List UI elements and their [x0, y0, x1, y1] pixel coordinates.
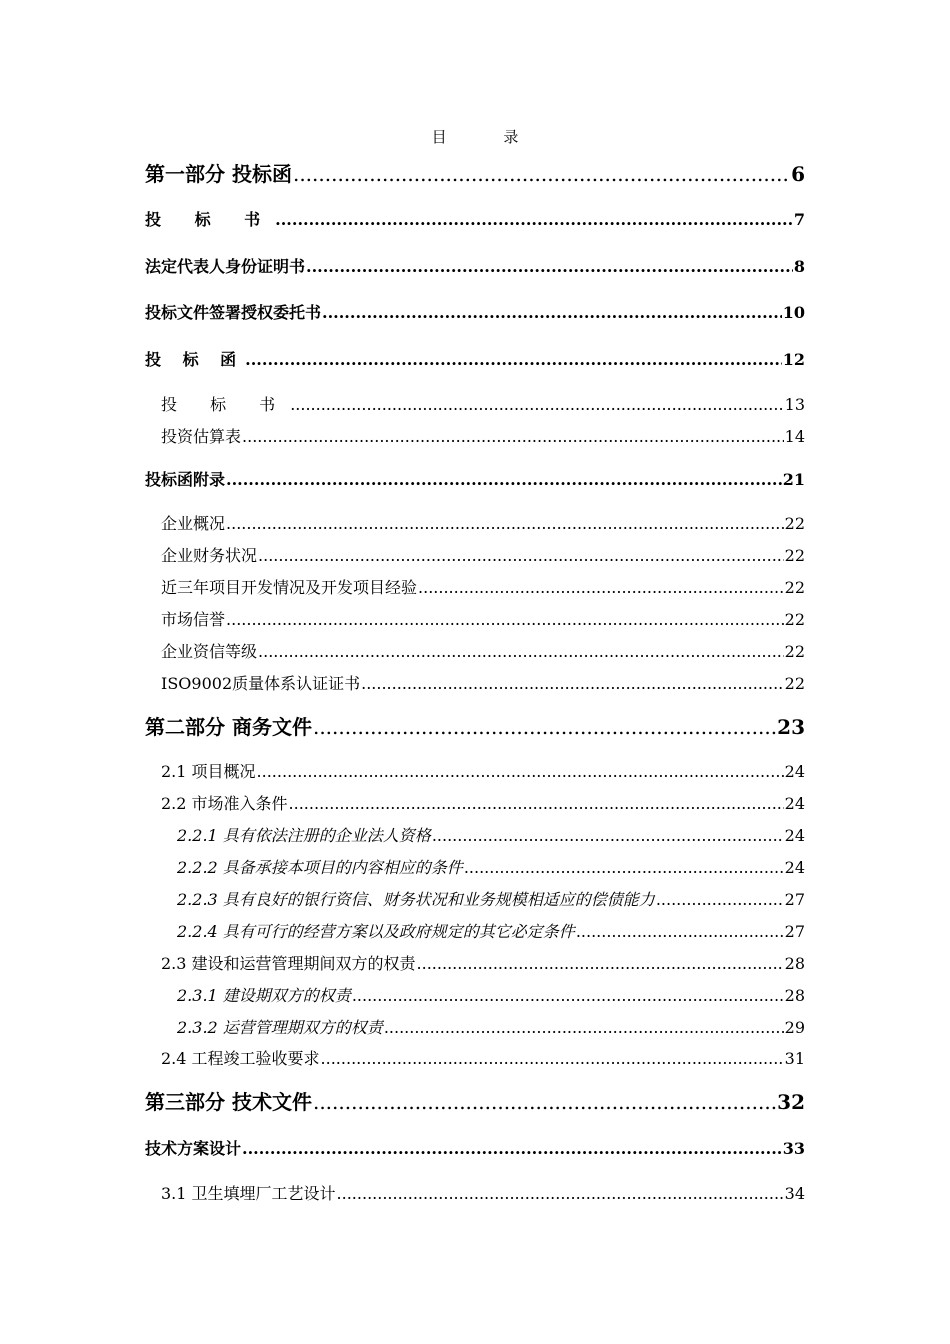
dot-leader: [290, 395, 783, 414]
toc-entry-page: 22: [784, 578, 805, 597]
dot-leader: [576, 922, 784, 941]
toc-entry-page: 24: [784, 794, 805, 813]
dot-leader: [464, 858, 784, 877]
dot-leader: [321, 1049, 784, 1068]
dot-leader: [313, 715, 776, 739]
toc-entry-label: 2.2.2 具备承接本项目的内容相应的条件: [177, 858, 463, 877]
toc-entry-page: 24: [784, 826, 805, 845]
toc-entry-page: 22: [784, 674, 805, 693]
toc-entry-page: 28: [784, 954, 805, 973]
toc-entry[interactable]: [161, 392, 805, 415]
toc-entry-page: 22: [784, 546, 805, 565]
dot-leader: [418, 578, 784, 597]
toc-entry-page: 7: [793, 210, 805, 229]
dot-leader: [361, 674, 784, 693]
toc-entry-label: 投 标 函: [145, 350, 245, 369]
dot-leader: [432, 826, 784, 845]
toc-entry[interactable]: [161, 543, 805, 566]
dot-leader: [242, 1139, 782, 1158]
toc-entry-label: 投 标 书: [161, 395, 290, 414]
toc-entry-label: 3.1 卫生填埋厂工艺设计: [161, 1184, 336, 1203]
toc-entry-page: 12: [782, 350, 805, 369]
toc-entry[interactable]: [161, 639, 805, 662]
toc-entry-page: 34: [784, 1184, 805, 1203]
toc-entry-label: 企业财务状况: [161, 546, 258, 565]
toc-entry-label: 2.2.4 具有可行的经营方案以及政府规定的其它必定条件: [177, 922, 575, 941]
toc-entry-page: 31: [784, 1049, 805, 1068]
toc-entry[interactable]: [161, 1181, 805, 1204]
toc-entry-page: 6: [791, 162, 805, 186]
dot-leader: [275, 210, 793, 229]
toc-entry-page: 8: [793, 257, 805, 276]
toc-entry[interactable]: [177, 919, 805, 942]
toc-entry[interactable]: [145, 254, 805, 277]
dot-leader: [257, 762, 784, 781]
toc-entry[interactable]: [161, 1046, 805, 1069]
toc-entry-label: 2.3 建设和运营管理期间双方的权责: [161, 954, 416, 973]
toc-entry-label: 近三年项目开发情况及开发项目经验: [161, 578, 418, 597]
dot-leader: [337, 1184, 784, 1203]
dot-leader: [417, 954, 784, 973]
toc-entry-page: 24: [784, 858, 805, 877]
toc-entry-label: 企业资信等级: [161, 642, 258, 661]
toc-entry-label: 投 标 书: [145, 210, 275, 229]
toc-entry-label: 2.3.2 运营管理期双方的权责: [177, 1018, 383, 1037]
dot-leader: [258, 546, 784, 565]
dot-leader: [293, 162, 790, 186]
toc-entry[interactable]: [177, 983, 805, 1006]
toc-entry[interactable]: [177, 887, 805, 910]
dot-leader: [313, 1090, 776, 1114]
dot-leader: [245, 350, 782, 369]
toc-entry-label: 2.2.3 具有良好的银行资信、财务状况和业务规模相适应的偿债能力: [177, 890, 655, 909]
toc-entry-page: 23: [777, 715, 805, 739]
toc-entry[interactable]: [161, 607, 805, 630]
dot-leader: [258, 642, 784, 661]
dot-leader: [384, 1018, 784, 1037]
toc-entry-page: 32: [777, 1090, 805, 1114]
toc-entry[interactable]: [161, 759, 805, 782]
toc-entry[interactable]: [161, 671, 805, 694]
toc-entry-label: 2.4 工程竣工验收要求: [161, 1049, 320, 1068]
dot-leader: [226, 470, 782, 489]
dot-leader: [352, 986, 784, 1005]
toc-title: 目 录: [431, 128, 545, 146]
toc-entry-page: 22: [784, 610, 805, 629]
toc-entry-label: 投资估算表: [161, 427, 242, 446]
toc-entry[interactable]: [161, 511, 805, 534]
toc-entry-label: 企业概况: [161, 514, 226, 533]
toc-entry-label: 2.1 项目概况: [161, 762, 256, 781]
toc-entry-label: 第一部分 投标函: [145, 162, 292, 186]
dot-leader: [226, 610, 784, 629]
toc-entry[interactable]: [161, 575, 805, 598]
dot-leader: [656, 890, 784, 909]
toc-entry-page: 28: [784, 986, 805, 1005]
toc-entry[interactable]: [161, 424, 805, 447]
toc-entry-page: 24: [784, 762, 805, 781]
toc-entry-label: 投标函附录: [145, 470, 226, 489]
toc-entry-page: 29: [784, 1018, 805, 1037]
toc-entry-page: 14: [784, 427, 805, 446]
toc-entry[interactable]: [145, 1136, 805, 1159]
toc-entry-part-3[interactable]: [145, 1086, 805, 1115]
dot-leader: [289, 794, 784, 813]
toc-entry-label: 市场信誉: [161, 610, 226, 629]
toc-entry-label: 2.2 市场准入条件: [161, 794, 288, 813]
toc-entry-label: 技术方案设计: [145, 1139, 242, 1158]
dot-leader: [242, 427, 784, 446]
toc-entry[interactable]: [161, 951, 805, 974]
toc-entry[interactable]: [177, 1015, 805, 1038]
dot-leader: [322, 303, 782, 322]
toc-entry-page: 33: [782, 1139, 805, 1158]
toc-entry-label: ISO9002质量体系认证证书: [161, 674, 361, 693]
toc-entry-page: 22: [784, 642, 805, 661]
dot-leader: [226, 514, 784, 533]
toc-entry-page: 13: [784, 395, 805, 414]
toc-entry-page: 10: [782, 303, 805, 322]
toc-entry-label: 法定代表人身份证明书: [145, 257, 306, 276]
toc-entry[interactable]: [145, 207, 805, 230]
toc-entry-part-2[interactable]: [145, 711, 805, 740]
toc-entry-label: 第二部分 商务文件: [145, 715, 312, 739]
toc-entry[interactable]: [145, 347, 805, 370]
toc-entry-page: 27: [784, 922, 805, 941]
toc-entry-label: 2.3.1 建设期双方的权责: [177, 986, 351, 1005]
toc-entry[interactable]: [145, 300, 805, 323]
toc-entry-page: 21: [782, 470, 805, 489]
toc-entry-page: 22: [784, 514, 805, 533]
toc-entry-label: 投标文件签署授权委托书: [145, 303, 322, 322]
toc-entry[interactable]: [177, 823, 805, 846]
toc-entry[interactable]: [161, 791, 805, 814]
toc-entry-label: 2.2.1 具有依法注册的企业法人资格: [177, 826, 431, 845]
toc-entry-label: 第三部分 技术文件: [145, 1090, 312, 1114]
toc-entry[interactable]: [177, 855, 805, 878]
toc-entry[interactable]: [145, 467, 805, 490]
dot-leader: [306, 257, 793, 276]
toc-entry-page: 27: [784, 890, 805, 909]
toc-entry-part-1[interactable]: [145, 158, 805, 187]
